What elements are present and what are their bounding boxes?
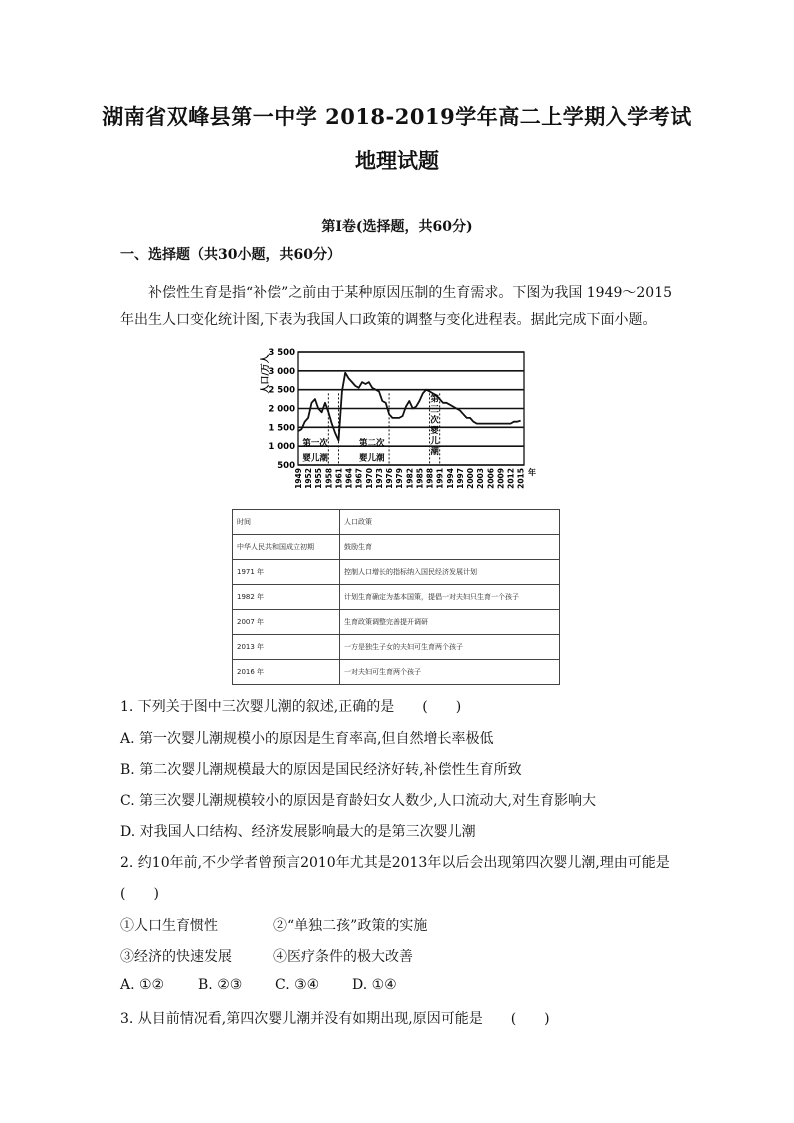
table-row <box>233 510 560 535</box>
x-tick-label: 1961 <box>334 468 344 489</box>
question-1-option-d: D. 对我国人口结构、经济发展影响最大的是第三次婴儿潮 <box>120 824 476 840</box>
section-heading: 一、选择题（共30小题，共60分） <box>120 247 341 263</box>
table-cell: 2016 年 <box>233 660 340 685</box>
table-row <box>233 610 560 635</box>
question-1-option-c: C. 第三次婴儿潮规模较小的原因是育龄妇女人数少,人口流动大,对生育影响大 <box>120 793 597 809</box>
birth-population-line <box>298 373 521 441</box>
third-boom-label: 婴 <box>430 426 439 437</box>
exam-title: 湖南省双峰县第一中学 2018-2019学年高二上学期入学考试 <box>102 104 692 129</box>
x-tick-label: 1955 <box>314 468 324 489</box>
x-tick-label: 1997 <box>455 468 465 489</box>
table-cell: 中华人民共和国成立初期 <box>233 535 340 560</box>
x-tick-label: 1991 <box>435 468 445 489</box>
third-boom-label: 儿 <box>430 436 439 447</box>
table-cell: 2013 年 <box>233 635 340 660</box>
table-cell: 时间 <box>233 510 340 535</box>
first-boom-label: 婴儿潮 <box>302 453 328 464</box>
y-tick-label: 500 <box>277 461 295 471</box>
third-boom-label: 次 <box>430 415 439 426</box>
table-cell: 一对夫妇可生育两个孩子 <box>340 660 560 685</box>
x-tick-label: 1973 <box>374 468 384 489</box>
first-boom-label: 第一次 <box>302 438 328 449</box>
third-boom-label: 第 <box>430 394 439 405</box>
y-tick-label: 3 500 <box>268 348 295 358</box>
y-axis-label: 人口/万人 <box>261 354 271 394</box>
x-tick-label: 1952 <box>304 468 314 489</box>
x-tick-label: 1949 <box>294 468 303 489</box>
table-cell: 人口政策 <box>340 510 560 535</box>
x-tick-label: 1994 <box>445 468 455 489</box>
table-row <box>233 635 560 660</box>
x-tick-label: 1958 <box>324 468 334 489</box>
question-2-option-d: D. ①④ <box>352 977 397 993</box>
third-boom-label: 潮 <box>430 447 439 458</box>
population-policy-table <box>232 509 560 685</box>
table-cell: 生育政策调整完善提开调研 <box>340 610 560 635</box>
table-row <box>233 660 560 685</box>
question-2-option-a: A. ①② <box>120 977 165 993</box>
table-row <box>233 585 560 610</box>
second-boom-label: 第二次 <box>359 438 385 449</box>
x-axis-label: 年 <box>528 468 536 477</box>
x-tick-label: 2015 <box>516 468 526 489</box>
x-tick-label: 2009 <box>496 468 506 489</box>
table-cell: 2007 年 <box>233 610 340 635</box>
table-row <box>233 535 560 560</box>
table-row <box>233 560 560 585</box>
question-1-stem: 1. 下列关于图中三次婴儿潮的叙述,正确的是 ( ) <box>120 699 462 715</box>
x-tick-label: 1985 <box>415 468 425 489</box>
x-tick-label: 1988 <box>425 468 435 489</box>
question-2-paren: ( ) <box>120 886 159 902</box>
second-boom-label: 婴儿潮 <box>359 453 385 464</box>
x-tick-label: 2006 <box>486 468 496 489</box>
question-2-option-b: B. ②③ <box>198 977 243 993</box>
x-tick-label: 1970 <box>364 468 374 489</box>
third-boom-label: 三 <box>430 405 439 416</box>
question-2-stem: 2. 约10年前,不少学者曾预言2010年尤其是2013年以后会出现第四次婴儿潮,理由可能是 <box>120 855 670 871</box>
y-tick-label: 1 500 <box>268 423 295 434</box>
question-3-stem: 3. 从目前情况看,第四次婴儿潮并没有如期出现,原因可能是 ( ) <box>120 1011 550 1027</box>
x-tick-label: 1979 <box>395 468 405 489</box>
question-2-option-c: C. ③④ <box>275 977 320 993</box>
x-tick-label: 2012 <box>506 468 516 489</box>
question-1-option-b: B. 第二次婴儿潮规模最大的原因是国民经济好转,补偿性生育所致 <box>120 762 522 778</box>
birth-population-chart <box>256 346 546 492</box>
x-tick-label: 2003 <box>476 468 486 489</box>
x-tick-label: 2000 <box>466 468 476 489</box>
table-cell: 鼓励生育 <box>340 535 560 560</box>
question-1-option-a: A. 第一次婴儿潮规模小的原因是生育率高,但自然增长率极低 <box>120 731 494 747</box>
y-tick-label: 3 000 <box>268 366 295 377</box>
y-tick-label: 2 500 <box>268 385 295 396</box>
x-tick-label: 1976 <box>385 468 395 489</box>
volume-heading: 第Ⅰ卷(选择题，共60分) <box>321 219 473 235</box>
question-2-item-2: ②“单独二孩”政策的实施 <box>273 918 428 934</box>
x-tick-label: 1967 <box>354 468 364 489</box>
table-cell: 计划生育确定为基本国策，提倡一对夫妇只生育一个孩子 <box>340 585 560 610</box>
question-2-item-4: ④医疗条件的极大改善 <box>273 949 413 965</box>
table-cell: 1971 年 <box>233 560 340 585</box>
question-2-item-1: ①人口生育惯性 <box>120 918 218 934</box>
intro-paragraph: 补偿性生育是指“补偿”之前由于某种原因压制的生育需求。下图为我国 1949～2015年出生人口变化统计图,下表为我国人口政策的调整与变化进程表。据此完成下面小题。 <box>120 285 673 328</box>
exam-subtitle: 地理试题 <box>355 148 439 173</box>
table-cell: 控制人口增长的指标纳入国民经济发展计划 <box>340 560 560 585</box>
x-tick-label: 1964 <box>344 468 354 489</box>
x-tick-label: 1982 <box>405 468 415 489</box>
table-cell: 1982 年 <box>233 585 340 610</box>
question-2-item-3: ③经济的快速发展 <box>120 949 232 965</box>
y-tick-label: 2 000 <box>268 404 295 415</box>
table-cell: 一方是独生子女的夫妇可生育两个孩子 <box>340 635 560 660</box>
y-tick-label: 1 000 <box>268 442 295 453</box>
